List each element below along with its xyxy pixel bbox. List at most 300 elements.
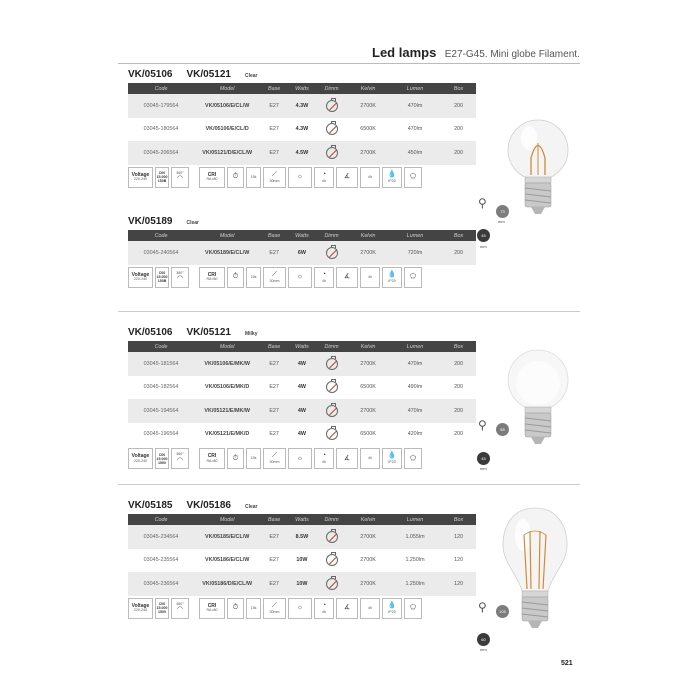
spec-icon-strip: [128, 598, 476, 619]
lifetime-hours: C00 15.000 150B: [156, 171, 168, 183]
product-code: 03045-235564: [143, 557, 179, 564]
time-icon-cell: [314, 267, 334, 288]
product-lumen: 470lm: [407, 126, 423, 133]
product-watts: 4W: [297, 407, 306, 414]
product-model: VK/05186/E/CL/W: [204, 557, 250, 564]
product-code: 03045-206564: [143, 149, 179, 156]
product-code: 03045-179564: [143, 102, 179, 109]
ip-rating-icon-cell: [382, 267, 402, 288]
not-dimmable-icon: [326, 531, 338, 543]
product-watts: 4.3W: [295, 126, 309, 133]
height-badge: 60: [477, 633, 490, 646]
product-base: E27: [269, 407, 279, 414]
table-row: [128, 118, 476, 142]
column-header: Lumen: [406, 343, 424, 350]
cri-icon-cell: [199, 598, 225, 619]
spec-value: RA>80: [206, 277, 218, 281]
spacer: [191, 448, 197, 469]
lamp-dimension-icon: ⚲: [478, 196, 487, 210]
spacer: [191, 167, 197, 188]
product-watts: 4.5W: [295, 149, 309, 156]
ip-rating-icon-cell: [382, 167, 402, 188]
dimmable-cell: [316, 141, 347, 165]
switch-icon-cell: [227, 267, 244, 288]
angle-icon-cell: [336, 267, 358, 288]
spec-glyph-icon: ◔: [321, 601, 327, 609]
product-model: VK/05106/E/MK/W: [204, 360, 250, 367]
ip-rating-icon-cell: [382, 598, 402, 619]
product-watts: 4W: [297, 384, 306, 391]
spec-glyph-icon: ⏱: [232, 604, 239, 611]
spec-value: 4h: [368, 274, 372, 279]
not-dimmable-icon: [326, 381, 338, 393]
unit-label: mm: [480, 244, 487, 249]
column-header: Code: [154, 343, 168, 350]
product-code: 03045-180564: [143, 126, 179, 133]
spec-value: 4h: [322, 178, 326, 183]
product-lumen: 470lm: [407, 102, 423, 109]
product-model: VK/05185/E/CL/W: [204, 533, 250, 540]
spec-value: Voltage: [131, 171, 150, 178]
column-header: Watts: [295, 232, 309, 239]
voltage-icon-cell: [128, 167, 153, 188]
column-header: Box: [453, 343, 464, 350]
product-kelvin: 2700K: [360, 533, 376, 540]
series-code: VK/05106: [128, 69, 173, 80]
series-code: VK/05185: [128, 500, 173, 511]
product-watts: 4W: [297, 360, 306, 367]
dimmable-cell: [316, 241, 347, 265]
column-header: Model: [219, 516, 235, 523]
unit-label: mm: [480, 466, 487, 471]
finish-label: Clear: [244, 504, 258, 510]
spec-glyph-icon: ⬠: [409, 604, 417, 611]
lamp-dimension-icon: ⚲: [478, 418, 487, 432]
spec-value: IP20: [388, 178, 396, 183]
spec-value: 360°: [176, 270, 184, 275]
spec-value: 4h: [368, 174, 372, 179]
product-kelvin: 2700K: [360, 580, 376, 587]
beam-angle-icon-cell: [171, 448, 189, 469]
not-dimmable-icon: [326, 100, 338, 112]
column-header: Kelvin: [360, 232, 376, 239]
hours-icon-cell: [155, 267, 169, 288]
distance-icon-cell: [263, 448, 286, 469]
column-header: Code: [154, 516, 168, 523]
table-row: [128, 549, 476, 573]
dimmable-cell: [316, 118, 347, 142]
column-header: Lumen: [406, 232, 424, 239]
product-kelvin: 2700K: [360, 407, 376, 414]
table-row: [128, 423, 476, 447]
spec-glyph-icon: 💧: [387, 270, 397, 278]
product-base: E27: [269, 149, 279, 156]
spec-value: CRI: [207, 171, 217, 178]
sun-icon-cell: [288, 598, 312, 619]
spec-value: IP20: [388, 460, 396, 465]
spec-value: 15k: [250, 605, 257, 610]
product-base: E27: [269, 431, 279, 438]
product-lumen: 1.055lm: [405, 533, 425, 540]
diameter-badge: 73: [496, 205, 509, 218]
header-divider: [118, 63, 580, 64]
product-base: E27: [269, 102, 279, 109]
spec-value: IP20: [388, 278, 396, 283]
sun-icon-cell: [288, 267, 312, 288]
spec-glyph-icon: ∡: [343, 454, 351, 462]
column-header: Box: [453, 85, 464, 92]
spec-value: 30mm: [269, 609, 280, 614]
spec-value: CRI: [207, 453, 217, 460]
angle-icon-cell: [336, 448, 358, 469]
product-box: 120: [454, 580, 464, 587]
product-watts: 10W: [296, 557, 308, 564]
product-kelvin: 6500K: [360, 126, 376, 133]
spec-glyph-icon: ☼: [296, 454, 304, 462]
not-dimmable-icon: [326, 578, 338, 590]
product-base: E27: [269, 533, 279, 540]
spec-glyph-icon: 💧: [387, 601, 397, 609]
bulb-image-milky-globe: [503, 343, 573, 448]
spec-glyph-icon: ⬠: [409, 173, 417, 180]
dimmable-cell: [316, 376, 347, 400]
dimmable-cell: [316, 572, 347, 596]
table-header-row: [128, 514, 476, 525]
distance-icon-cell: [263, 598, 286, 619]
column-header: Kelvin: [360, 85, 376, 92]
spec-glyph-icon: ⏱: [232, 173, 239, 180]
table-header-row: [128, 341, 476, 352]
column-header: Code: [154, 232, 168, 239]
dimmable-cell: [316, 352, 347, 376]
column-header: Base: [267, 85, 281, 92]
sun-icon-cell: [288, 448, 312, 469]
height-badge: 45: [477, 452, 490, 465]
product-lumen: 490lm: [407, 384, 423, 391]
table-row: [128, 141, 476, 165]
spec-value: RA>80: [206, 458, 218, 463]
product-model: VK/05186/D/E/CL/W: [202, 580, 253, 587]
column-header: Watts: [295, 516, 309, 523]
page-number: 521: [561, 660, 573, 667]
spec-glyph-icon: ☼: [296, 273, 304, 280]
spec-glyph-icon: ◠: [176, 175, 184, 183]
series-code: VK/05121: [186, 327, 231, 338]
not-dimmable-icon: [326, 123, 338, 135]
product-table: [128, 83, 476, 165]
diameter-badge: 55: [496, 423, 509, 436]
product-model: VK/05106/E/MK/D: [204, 384, 250, 391]
spec-value: 220-240: [133, 608, 148, 612]
product-model: VK/05121/D/E/CL/W: [202, 149, 253, 156]
product-base: E27: [269, 360, 279, 367]
switching-cycles-icon-cell: [246, 598, 261, 619]
section-title: [128, 327, 476, 341]
spec-value: 15k: [250, 174, 257, 179]
product-model: VK/05121/E/MK/W: [204, 407, 250, 414]
column-header: Base: [267, 516, 281, 523]
table-row: [128, 352, 476, 376]
spec-value: 15k: [250, 456, 257, 461]
dimmable-cell: [316, 94, 347, 118]
product-lumen: 470lm: [407, 360, 423, 367]
height-badge: 45: [477, 229, 490, 242]
finish-label: Milky: [244, 331, 258, 337]
not-dimmable-icon: [326, 554, 338, 566]
product-base: E27: [269, 580, 279, 587]
spacer: [191, 598, 197, 619]
product-code: 03045-234564: [143, 533, 179, 540]
table-row: [128, 525, 476, 549]
unit-label: mm: [498, 219, 505, 224]
product-base: E27: [269, 384, 279, 391]
product-model: VK/05106/E/CL/W: [204, 102, 250, 109]
product-model: VK/05121/E/MK/D: [204, 431, 250, 438]
cct-icon-cell: [404, 167, 422, 188]
section-divider: [118, 311, 580, 312]
product-kelvin: 2700K: [360, 149, 376, 156]
product-box: 200: [454, 431, 464, 438]
column-header: Watts: [295, 85, 309, 92]
series-code: VK/05186: [186, 500, 231, 511]
switch-icon-cell: [227, 448, 244, 469]
product-box: 200: [454, 360, 464, 367]
spec-value: 30mm: [269, 178, 280, 183]
spec-value: 15k: [250, 274, 257, 279]
spec-icon-strip: [128, 167, 476, 188]
dimmable-info-cell: [360, 448, 380, 469]
table-row: [128, 94, 476, 118]
product-kelvin: 2700K: [360, 557, 376, 564]
spec-glyph-icon: ⟋: [272, 270, 277, 278]
spec-glyph-icon: 💧: [387, 452, 397, 460]
column-header: Lumen: [406, 85, 424, 92]
beam-angle-icon-cell: [171, 598, 189, 619]
cct-icon-cell: [404, 598, 422, 619]
spec-icon-strip: [128, 448, 476, 469]
column-header: Model: [219, 343, 235, 350]
product-kelvin: 2700K: [360, 249, 376, 256]
dimmable-info-cell: [360, 598, 380, 619]
spec-glyph-icon: ◔: [321, 270, 327, 278]
product-kelvin: 6500K: [360, 431, 376, 438]
section-title: [128, 500, 476, 514]
spec-value: RA>80: [206, 177, 218, 181]
section-title: [128, 216, 476, 230]
page-title: Led lamps: [372, 45, 437, 60]
product-base: E27: [269, 557, 279, 564]
column-header: Dimm: [324, 343, 339, 350]
angle-icon-cell: [336, 167, 358, 188]
spec-value: 220-240: [133, 277, 148, 281]
not-dimmable-icon: [326, 405, 338, 417]
product-kelvin: 2700K: [360, 360, 376, 367]
section-divider: [118, 484, 580, 485]
spec-value: 360°: [176, 452, 184, 457]
sun-icon-cell: [288, 167, 312, 188]
product-code: 03045-182564: [143, 384, 179, 391]
table-row: [128, 572, 476, 596]
product-code: 03045-196564: [143, 431, 179, 438]
dimmable-cell: [316, 423, 347, 447]
product-watts: 6W: [297, 249, 306, 256]
product-code: 03045-240564: [143, 249, 179, 256]
series-code: VK/05189: [128, 216, 173, 227]
not-dimmable-icon: [326, 358, 338, 370]
column-header: Dimm: [324, 85, 339, 92]
finish-label: Clear: [244, 73, 258, 79]
not-dimmable-icon: [326, 247, 338, 259]
lamp-dimension-icon: ⚲: [478, 600, 487, 614]
column-header: Lumen: [406, 516, 424, 523]
table-row: [128, 399, 476, 423]
spec-glyph-icon: ◔: [321, 452, 327, 460]
lifetime-hours: C00 15.000 1500: [156, 452, 168, 465]
product-box: 200: [454, 102, 464, 109]
time-icon-cell: [314, 167, 334, 188]
beam-angle-icon-cell: [171, 267, 189, 288]
spec-value: 220-240: [133, 177, 148, 181]
switching-cycles-icon-cell: [246, 167, 261, 188]
switch-icon-cell: [227, 167, 244, 188]
column-header: Model: [219, 85, 235, 92]
product-section: [128, 500, 476, 619]
cct-icon-cell: [404, 267, 422, 288]
spec-value: 4h: [322, 460, 326, 465]
dimmable-cell: [316, 525, 347, 549]
spec-value: 4h: [368, 605, 372, 610]
spec-glyph-icon: ☼: [296, 173, 304, 180]
spec-value: Voltage: [131, 271, 150, 278]
column-header: Box: [453, 232, 464, 239]
product-kelvin: 6500K: [360, 384, 376, 391]
product-box: 120: [454, 557, 464, 564]
spec-glyph-icon: 💧: [387, 170, 397, 178]
column-header: Box: [453, 516, 464, 523]
switching-cycles-icon-cell: [246, 448, 261, 469]
time-icon-cell: [314, 448, 334, 469]
series-code: VK/05106: [128, 327, 173, 338]
spec-glyph-icon: ∡: [343, 173, 351, 180]
product-model: VK/05106/E/CL/D: [205, 126, 249, 133]
product-section: [128, 216, 476, 288]
spacer: [191, 267, 197, 288]
cct-icon-cell: [404, 448, 422, 469]
product-watts: 8.5W: [295, 533, 309, 540]
product-lumen: 420lm: [407, 431, 423, 438]
product-table: [128, 514, 476, 596]
dimmable-info-cell: [360, 267, 380, 288]
voltage-icon-cell: [128, 598, 153, 619]
product-box: 200: [454, 407, 464, 414]
table-row: [128, 376, 476, 400]
spec-value: Voltage: [131, 453, 150, 460]
spec-glyph-icon: ∡: [343, 604, 351, 611]
product-lumen: 1.250lm: [405, 557, 425, 564]
voltage-icon-cell: [128, 448, 153, 469]
distance-icon-cell: [263, 167, 286, 188]
product-kelvin: 2700K: [360, 102, 376, 109]
column-header: Base: [267, 232, 281, 239]
spec-value: 30mm: [269, 278, 280, 283]
table-header-row: [128, 83, 476, 94]
page-subtitle: E27-G45. Mini globe Filament.: [444, 49, 580, 60]
spec-value: IP20: [388, 609, 396, 614]
dimmable-cell: [316, 399, 347, 423]
product-watts: 4W: [297, 431, 306, 438]
spec-glyph-icon: ∡: [343, 273, 351, 280]
cri-icon-cell: [199, 167, 225, 188]
finish-label: Clear: [186, 220, 199, 226]
spec-glyph-icon: ⬠: [409, 273, 417, 280]
column-header: Model: [219, 232, 235, 239]
product-section: [128, 327, 476, 469]
ip-rating-icon-cell: [382, 448, 402, 469]
time-icon-cell: [314, 598, 334, 619]
product-base: E27: [269, 126, 279, 133]
spec-glyph-icon: ◔: [321, 170, 327, 178]
spec-icon-strip: [128, 267, 476, 288]
cri-icon-cell: [199, 267, 225, 288]
column-header: Kelvin: [360, 343, 376, 350]
switch-icon-cell: [227, 598, 244, 619]
column-header: Dimm: [324, 516, 339, 523]
angle-icon-cell: [336, 598, 358, 619]
product-code: 03045-194564: [143, 407, 179, 414]
spec-value: 220-240: [133, 458, 148, 463]
product-table: [128, 230, 476, 265]
product-lumen: 720lm: [407, 249, 423, 256]
spec-glyph-icon: ⬠: [409, 454, 417, 462]
product-lumen: 450lm: [407, 149, 423, 156]
product-lumen: 1.250lm: [405, 580, 425, 587]
spec-value: RA>80: [206, 608, 218, 612]
lifetime-hours: C00 15.000 150B: [156, 271, 168, 283]
column-header: Watts: [295, 343, 309, 350]
hours-icon-cell: [155, 598, 169, 619]
bulb-image-clear-a60: [500, 505, 570, 633]
table-header-row: [128, 230, 476, 241]
unit-label: mm: [480, 647, 487, 652]
spec-value: 4h: [322, 278, 326, 283]
spec-value: 4h: [322, 609, 326, 614]
spec-value: CRI: [207, 271, 217, 278]
spec-value: 360°: [176, 170, 184, 175]
diameter-badge: 105: [496, 605, 509, 618]
spec-glyph-icon: ⟋: [272, 170, 277, 178]
spec-value: 30mm: [269, 460, 280, 465]
spec-value: 4h: [368, 456, 372, 461]
spec-glyph-icon: ⟋: [272, 601, 277, 609]
product-box: 200: [454, 249, 464, 256]
spec-glyph-icon: ☼: [296, 604, 304, 611]
cri-icon-cell: [199, 448, 225, 469]
product-lumen: 470lm: [407, 407, 423, 414]
switching-cycles-icon-cell: [246, 267, 261, 288]
column-header: Dimm: [324, 232, 339, 239]
spec-glyph-icon: ⏱: [232, 273, 239, 280]
spec-glyph-icon: ⟋: [272, 452, 277, 460]
series-code: VK/05121: [186, 69, 231, 80]
lifetime-hours: C00 15.000 1500: [156, 602, 168, 614]
product-base: E27: [269, 249, 279, 256]
section-title: [128, 69, 476, 83]
product-watts: 10W: [296, 580, 308, 587]
dimmable-info-cell: [360, 167, 380, 188]
product-section: [128, 69, 476, 188]
not-dimmable-icon: [326, 147, 338, 159]
spec-glyph-icon: ◠: [176, 606, 184, 614]
